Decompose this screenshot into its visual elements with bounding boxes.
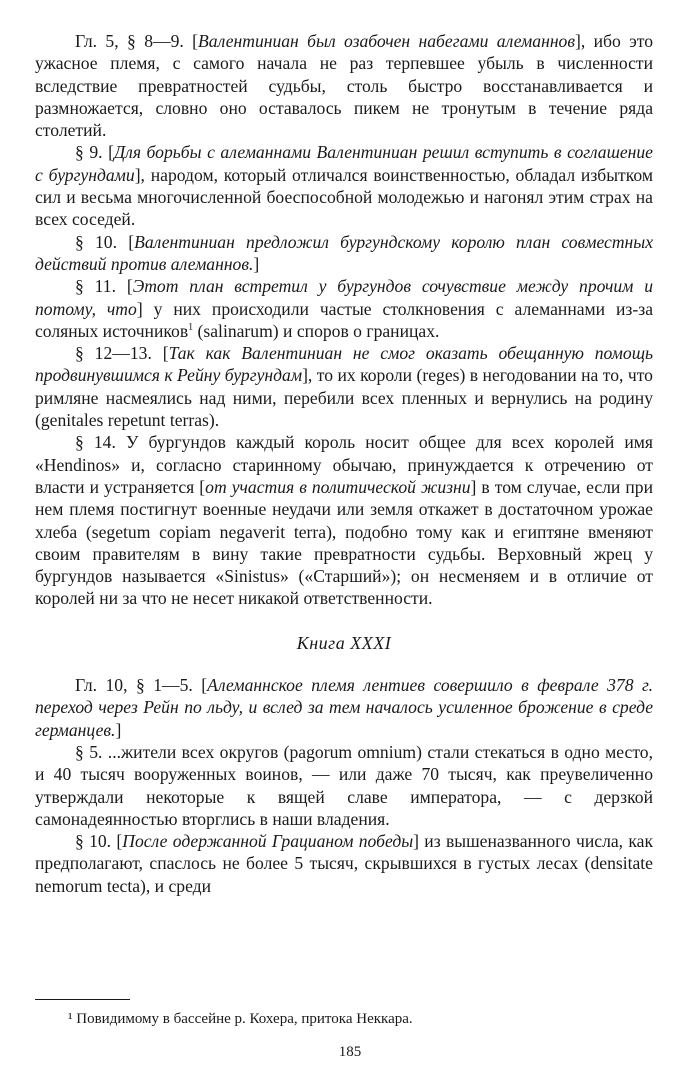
section-ref: Гл. 10, § 1—5. [ — [75, 675, 208, 696]
paragraph-text: У бургундов каждый король носит общее для всех королей имя «Hendinos» и, согласно старинному обычаю, принуждается к отречению от власти и устраняется [ — [35, 432, 653, 497]
paragraph-14 — [35, 431, 653, 609]
footnote-rule — [35, 999, 130, 1000]
paragraph-ch10-1-5 — [35, 674, 653, 741]
section-heading: Книга XXXI — [296, 632, 392, 653]
paragraph-text: ] у них происходили частые столкновения с алеманнами из-за соляных источников — [35, 298, 654, 341]
editorial-summary: Валентиниан был озабочен набегами алеманнов — [198, 31, 575, 51]
footnote — [68, 1010, 648, 1029]
paragraph-10b — [35, 830, 653, 897]
editorial-summary: Алеманнское племя лентиев совершило в феврале 378 г. переход через Рейн по льду, и вслед за тем началось усиленное брожение в среде германцев. — [35, 675, 653, 740]
paragraph-text: ], ибо это ужасное племя, с самого начала не раз терпевшее убыль в численности вследствие превратностей судьбы, столь быстро восстанавливается и размножается, словно оно оставалось пикем не тронутым в течение ряда столетий. — [35, 31, 653, 141]
paragraph-10 — [35, 231, 653, 276]
paragraph-text: ] — [253, 253, 260, 274]
section-ref: § 14. — [75, 432, 126, 453]
section-ref: § 10. [ — [75, 831, 123, 852]
paragraph-text: ], то их короли (reges) в негодовании на то, что римляне насмеялись над ними, перебили всех пленных и вернулись на родину (genitales repetunt terras). — [35, 365, 653, 431]
paragraph-12-13 — [35, 342, 653, 431]
editorial-summary: После одержанной Грацианом победы — [122, 831, 414, 852]
editorial-summary: Валентиниан предложил бургундскому королю план совместных действий против алеманнов. — [35, 231, 654, 274]
paragraph-text: ] — [115, 719, 122, 740]
editorial-summary: Так как Валентиниан не смог оказать обещанную помощь продвинувшимся к Рейну бургундам — [35, 343, 653, 386]
paragraph-text: (salinarum) и споров о границах. — [193, 320, 440, 341]
paragraph-text: ], народом, который отличался воинственностью, обладал избытком сил и весьма многочисленной боеспособной молодежью и нагонял этим страх на всех соседей. — [35, 164, 653, 230]
footnote-mark: ¹ — [68, 1011, 73, 1027]
section-ref: § 5. — [75, 741, 108, 762]
paragraph-5 — [35, 741, 653, 830]
paragraph-text: ] из вышеназванного числа, как предполагают, спаслось не более 5 тысяч, скрывшихся в густых лесах (densitate nemorum tecta), и среди — [35, 831, 653, 896]
page-number: 185 — [338, 1044, 362, 1060]
section-ref: § 9. [ — [75, 142, 114, 163]
editorial-summary: Для борьбы с алеманнами Валентиниан решил вступить в соглашение с бургундами — [35, 142, 653, 185]
main-text — [35, 30, 653, 897]
section-ref: § 10. [ — [75, 231, 135, 252]
editorial-summary: Этот план встретил у бургундов сочувствие между прочим и потому, что — [35, 276, 654, 319]
paragraph-text: ] в том случае, если при нем племя постигнут военные неудачи или земля откажет в достаточном урожае хлеба (segetum copiam negaverit terra), подобно тому как и египтяне вменяют своим правителям в вину такие превратности судьбы. Верховный жрец у бургундов называется «Sinistus» («Старший»); он несменяем и в отличие от королей ни за что не несет никакой ответственности. — [35, 476, 653, 609]
paragraph-text: ...жители всех округов (pagorum omnium) стали стекаться в одно место, и 40 тысяч вооруженных воинов, — или даже 70 тысяч, как преувеличенно утверждали некоторые к вящей славе императора, — с дерзкой самонадеянностью вторглись в наши владения. — [35, 741, 653, 829]
footnote-text: Повидимому в бассейне р. Кохера, притока Неккара. — [72, 1011, 413, 1027]
section-ref: § 11. [ — [75, 276, 133, 297]
paragraph-11 — [35, 275, 653, 342]
paragraph-ch5-8-9 — [35, 30, 653, 141]
section-ref: Гл. 5, § 8—9. [ — [75, 31, 199, 51]
section-ref: § 12—13. [ — [75, 343, 169, 364]
editorial-summary: от участия в политической жизни — [205, 476, 471, 497]
paragraph-9 — [35, 141, 653, 230]
footnote-marker[interactable]: 1 — [188, 322, 194, 333]
